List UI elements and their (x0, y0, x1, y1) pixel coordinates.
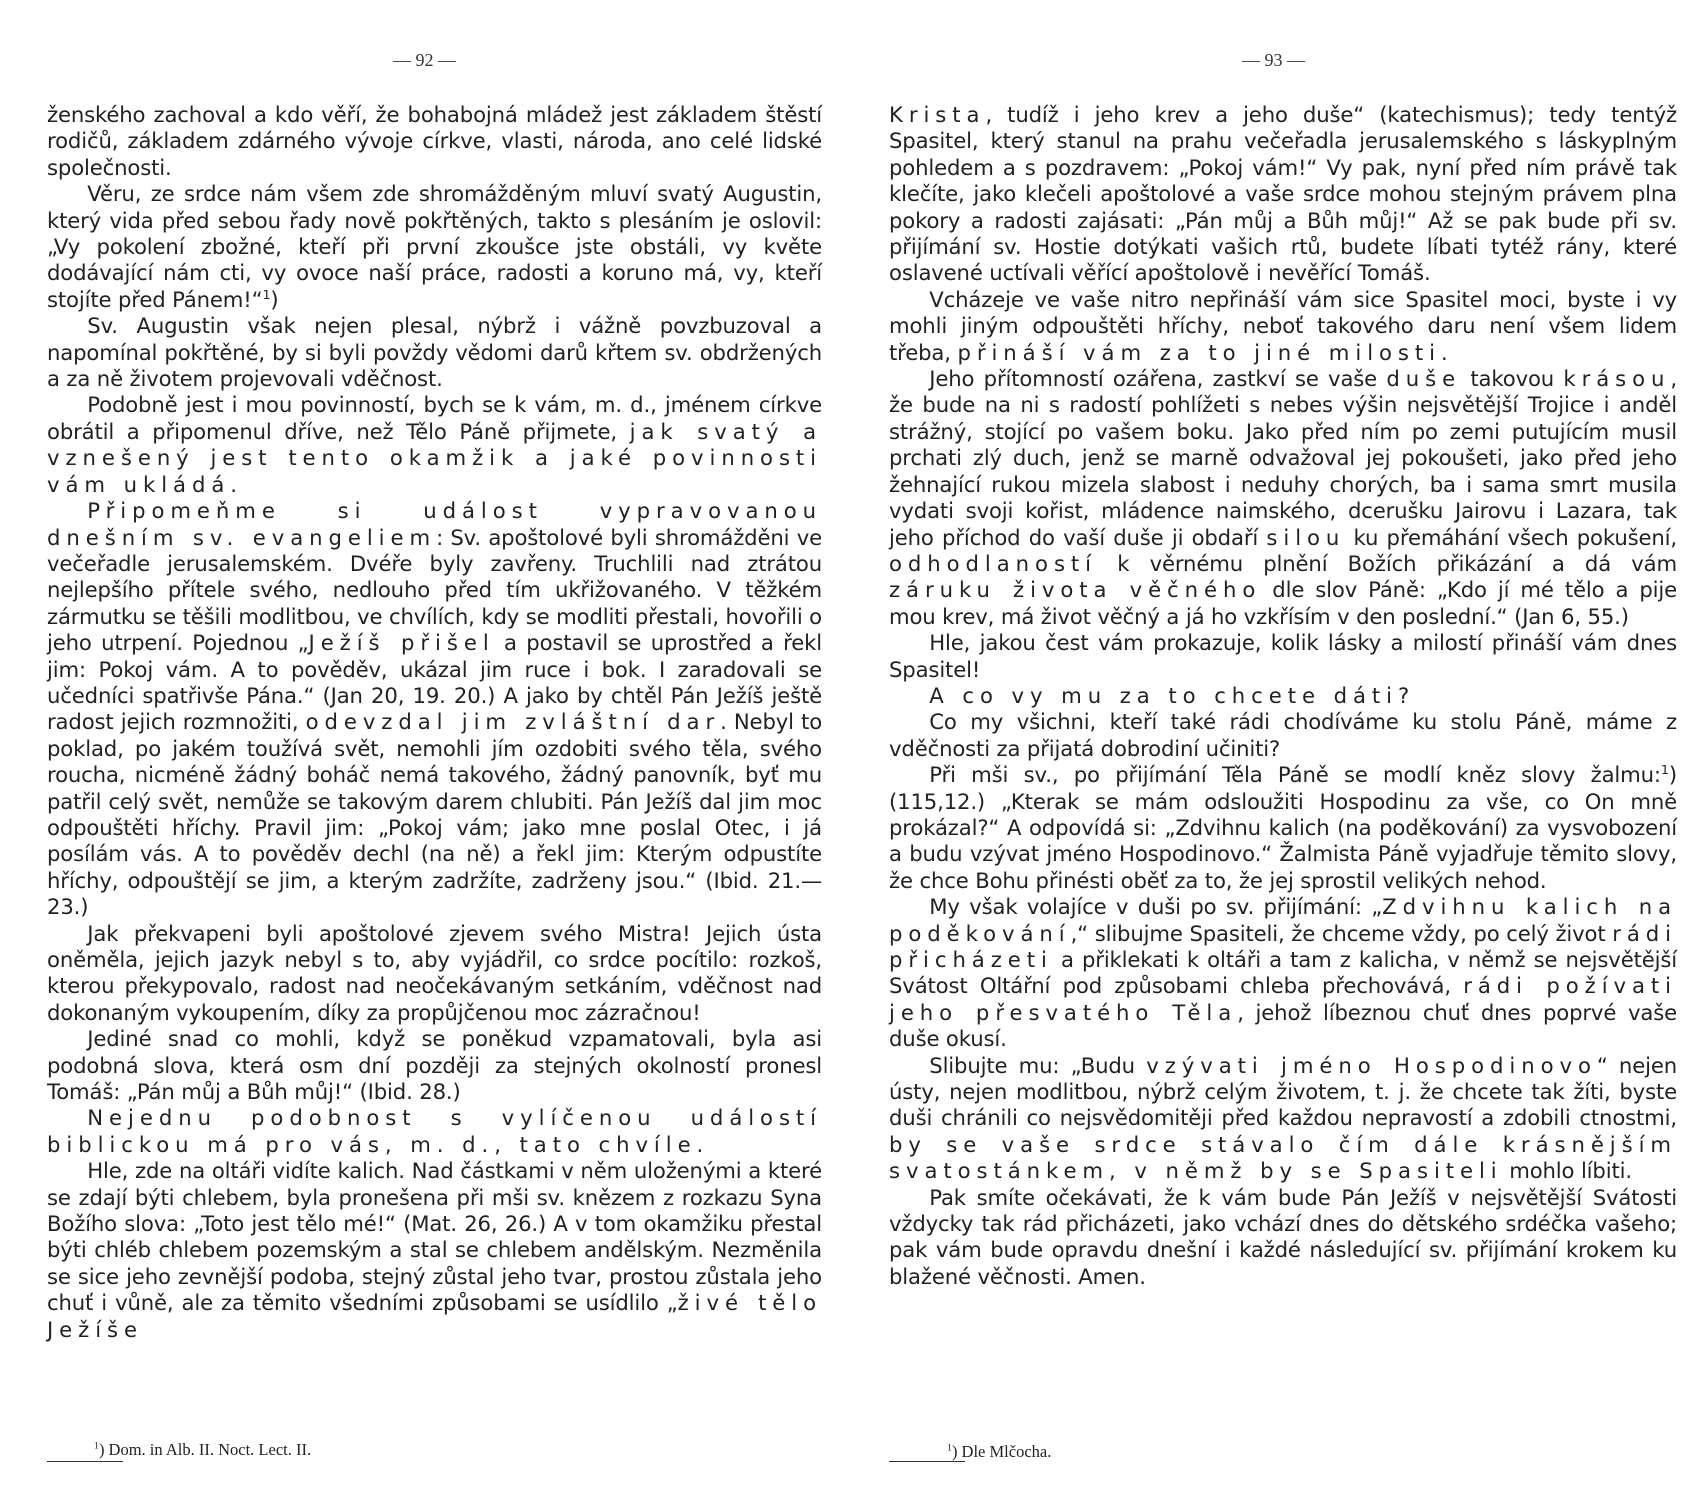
paragraph (889, 683, 1677, 709)
paragraph: Podobně jest i mou povinností, bych se k vám, m. d., jménem církve obrátil a připomenul dříve, než Tělo Páně přijmete, jak svatý a vznešený jest tento okamžik a jaké povinnosti vám ukládá. (47, 392, 823, 497)
emphasis: Připomeňme si událost vypravovanou dnešním sv. evangeliem (47, 498, 822, 550)
emphasis: Nejednu podobnost s vylíčenou událostí biblickou má pro vás, m. d., tato chvíle. (47, 1105, 822, 1157)
paragraph: My však volajíce v duši po sv. přijímání: „Zdvihnu kalich na poděkování,“ slibujme Spasiteli, že chceme vždy, po celý život rádi přicházeti a přiklekati k oltáři a tam z kalicha, v němž se nejsvětější Svátost Oltářní pod způsobami chleba přechovává, rádi požívati jeho přesvatého Těla, jehož líbeznou chuť dnes poprvé vaše duše okusí. (889, 894, 1678, 1052)
emphasis: krásou (1563, 366, 1671, 392)
paragraph: Slibujte mu: „Budu vzývati jméno Hospodinovo“ nejen ústy, nejen modlitbou, nýbrž celým životem, t. j. že chcete tak žíti, byste duši chránili co nejsvědomitěji před každou nepravostí a zdobili ctnostmi, by se vaše srdce stávalo čím dále krásnějším svatostánkem, v němž by se Spasiteli mohlo líbiti. (889, 1052, 1677, 1184)
page-body (889, 102, 1677, 1290)
paragraph: Jediné snad co mohli, když se poněkud vzpamatovali, byla asi podobná slova, která osm dní později za stejných okolností pronesl Tomáš: „Pán můj a Bůh můj!“ (Ibid. 28.) (47, 1026, 822, 1105)
paragraph (47, 1105, 822, 1158)
right-page (849, 0, 1698, 1500)
emphasis: odevzdal jim zvláštní dar (305, 709, 721, 735)
footnote-ref: 1 (262, 286, 271, 302)
paragraph: Hle, jakou čest vám prokazuje, kolik lásky a milostí přináší vám dnes Spasitel! (889, 630, 1677, 682)
emphasis: Ježíš přišel (308, 630, 495, 656)
emphasis: vzývati jméno Hospodinovo (1146, 1052, 1597, 1078)
emphasis: silou (1266, 524, 1346, 550)
footnote: $^1$) Dom. in Alb. II. Noct. Lect. II. (94, 1440, 312, 1459)
paragraph: Při mši sv., po přijímání Těla Páně se modlí kněz slovy žalmu:$^1$) (115,12.) „Kterak se mám odsloužiti Hospodinu za vše, co On mně prokázal?“ A odpovídá si: „Zdvihnu kalich (na poděkování) za vysvobození a budu vzývat jméno Hospodinovo.“ Žalmista Páně vyjadřuje těmito slovy, že chce Bohu přinésti oběť za to, že jej sprostil velikých nehod. (889, 762, 1677, 893)
footnote-rule (47, 1461, 123, 1462)
emphasis: Krista (889, 102, 986, 127)
emphasis: záruku života věčného (889, 577, 1262, 603)
paragraph: Připomeňme si událost vypravovanou dnešním sv. evangeliem: Sv. apoštolové byli shromážděni ve večeřadle jerusalemském. Dvéře byly zavřeny. Truchlili nad ztrátou nejlepšího přítele svého, nedlouho před tím ukřižovaného. V těžkém zármutku se těšili modlitbou, ve chvílích, kdy se modliti přestali, hovořili o jeho utrpení. Pojednou „Ježíš přišel a postavil se uprostřed a řekl jim: Pokoj vám. A to pověděv, ukázal jim ruce i bok. I zaradovali se učedníci spatřivše Pána.“ (Jan 20, 19. 20.) A jako by chtěl Pán Ježíš ještě radost jejich rozmnožiti, odevzdal jim zvláštní dar. Nebyl to poklad, po jakém toužívá svět, nemohli jím ozdobiti svého těla, svého roucha, nicméně žádný boháč nemá takového, žádný panovník, byť mu patřil celý svět, nemůže se takovým darem chlubiti. Pán Ježíš dal jim moc odpouštěti hříchy. Pravil jim: „Pokoj vám; jako mne poslal Otec, i já posílám vás. A to pověděv dechl (na ně) a řekl jim: Kterým odpustíte hříchy, odpouštějí se jim, a kterým zadržíte, zadrženy jsou.“ (Ibid. 21.—23.) (47, 498, 823, 920)
page-number: — 92 — (393, 50, 456, 70)
emphasis: Zdvihnu kalich na poděkování (889, 894, 1678, 946)
paragraph: ženského zachoval a kdo věří, že bohabojná mládež jest základem štěstí rodičů, základem zdárného vývoje církve, vlasti, národa, ano celé lidské společnosti. (47, 102, 822, 180)
emphasis: duše (1386, 366, 1462, 392)
paragraph: Hle, zde na oltáři vidíte kalich. Nad částkami v něm uloženými a které se zdají býti chlebem, byla pronešena při mši sv. knězem z rozkazu Syna Božího slova: „Toto jest tělo mé!“ (Mat. 26, 26.) A v tom okamžiku přestal býti chléb chlebem pozemským a stal se chlebem andělským. Nezměnila se sice jeho zevnější podoba, stejný zůstal jeho tvar, prostou zůstala jeho chuť i vůně, ale za těmito všedními způsobami se usídlilo „živé tělo Ježíše (47, 1158, 822, 1342)
footnote-ref: 1 (1660, 762, 1669, 778)
paragraph: Jeho přítomností ozářena, zastkví se vaše duše takovou krásou, že bude na ni s radostí pohlížeti s nebes výšin nejsvětější Trojice i anděl strážný, stojící po vašem boku. Jako před ním po zemi putujícím musil prchati zlý duch, jenž se marně odvažoval jej pokoušeti, jako před jeho žehnající rukou mizela slabost i neduhy chorých, ba i sama smrt musila vydati svoji kořist, mládence naimského, dcerušku Jairovu i Lazara, tak jeho příchod do vaší duše ji obdaří silou ku přemáhání všech pokušení, odhodlaností k věrnému plnění Božích přikázání a dá vám záruku života věčného dle slov Páně: „Kdo jí mé tělo a pije mou krev, má život věčný a já ho vzkřísím v den poslední.“ (Jan 6, 55.) (889, 366, 1678, 629)
emphasis: odhodlaností (889, 550, 1097, 576)
emphasis: živé tělo Ježíše (47, 1290, 822, 1342)
emphasis: přináší vám za to jiné milosti (957, 339, 1441, 365)
page-number: — 93 — (1242, 50, 1305, 70)
paragraph: Vcházeje ve vaše nitro nepřináší vám sice Spasitel moci, byste i vy mohli jiným odpouštěti hříchy, neboť takového daru není všem lidem třeba, přináší vám za to jiné milosti. (889, 286, 1677, 365)
footnote: $^1$) Dle Mlčocha. (947, 1442, 1052, 1461)
paragraph: Sv. Augustin však nejen plesal, nýbrž i vážně povzbuzoval a napomínal pokřtěné, by si byli povždy vědomi darů křtem sv. obdržených a za ně životem projevovali vděčnost. (47, 313, 822, 392)
emphasis: rádi požívati jeho přesvatého Těla (889, 973, 1677, 1025)
paragraph: Pak smíte očekávati, že k vám bude Pán Ježíš v nejsvětější Svátosti vždycky tak rád přicházeti, jako vchází dnes do dětského srdéčka vašeho; pak vám bude opravdu dnešní i každé následující sv. přijímání krokem ku blažené věčnosti. Amen. (889, 1184, 1677, 1289)
emphasis: A co vy mu za to chcete dáti? (929, 682, 1416, 708)
emphasis: jak svatý a vznešený jest tento okamžik a jaké povinnosti vám ukládá. (47, 418, 823, 497)
page-body (47, 102, 822, 1343)
paragraph: Jak překvapeni byli apoštolové zjevem svého Mistra! Jejich ústa oněměla, jejich jazyk nebyl s to, aby vyjádřil, co srdce pocítilo: rozkoš, kterou překypovalo, radost nad neočekávaným setkáním, vděčnost nad dokonaným vykoupením, díky za propůjčenou moc zázračnou! (47, 920, 822, 1025)
paragraph: Věru, ze srdce nám všem zde shromážděným mluví svatý Augustin, který vida před sebou řady nově pokřtěných, takto s plesáním je oslovil: „Vy pokolení zbožné, kteří při první zkoušce jste obstáli, vy květe dodávající nám cti, vy ovoce naší práce, radosti a koruno má, vy, kteří stojíte před Pánem!“$^1$) (47, 181, 822, 312)
paragraph: Krista, tudíž i jeho krev a jeho duše“ (katechismus); tedy tentýž Spasitel, který stanul na prahu večeřadla jerusalemského s láskyplným pohledem a s pozdravem: „Pokoj vám!“ Vy pak, nyní před ním právě tak klečíte, jako klečeli apoštolové a vaše srdce mohou stejným právem plna pokory a radosti zajásati: „Pán můj a Bůh můj!“ Až se pak bude při sv. přijímání sv. Hostie dotýkati vašich rtů, budete líbati tytéž rány, které oslavené uctívali věřící apoštolově i nevěřící Tomáš. (889, 102, 1677, 286)
paragraph: Co my všichni, kteří také rádi chodíváme ku stolu Páně, máme z vděčnosti za přijatá dobrodiní učiniti? (889, 709, 1677, 761)
emphasis: rádi přicházeti (889, 920, 1677, 972)
emphasis: by se vaše srdce stávalo čím dále krásnějším svatostánkem, v němž by se Spasiteli (889, 1131, 1677, 1184)
